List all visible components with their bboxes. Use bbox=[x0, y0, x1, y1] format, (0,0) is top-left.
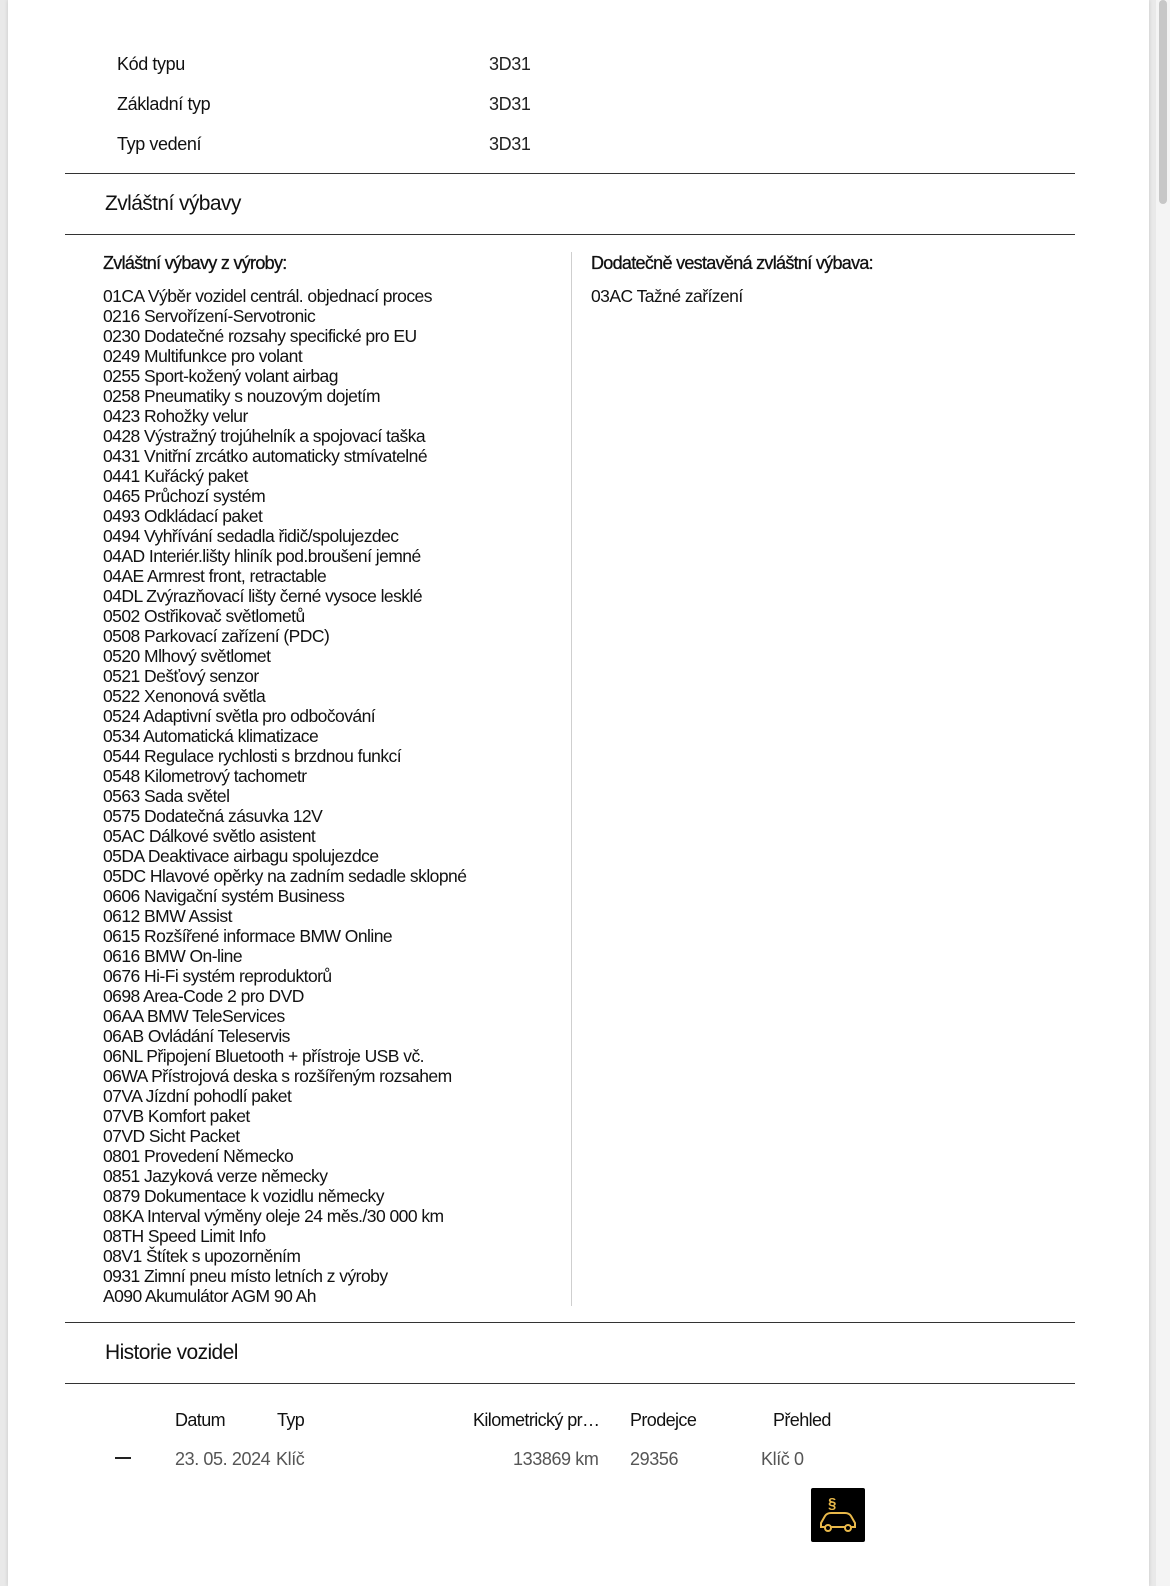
factory-option-item: 04DL Zvýrazňovací lišty černé vysoce lesklé bbox=[103, 586, 423, 606]
vehicle-info-table bbox=[117, 44, 530, 164]
factory-option-item: 0258 Pneumatiky s nouzovým dojetím bbox=[103, 386, 381, 406]
factory-option-item: 05DA Deaktivace airbagu spolujezdce bbox=[103, 846, 379, 866]
factory-option-item: A090 Akumulátor AGM 90 Ah bbox=[103, 1286, 316, 1306]
column-divider bbox=[571, 252, 572, 1306]
factory-option-item: 04AD Interiér.lišty hliník pod.broušení jemné bbox=[103, 546, 421, 566]
section-car-icon[interactable] bbox=[811, 1488, 865, 1542]
factory-option-item: 0534 Automatická klimatizace bbox=[103, 726, 319, 746]
section-car-glyph bbox=[811, 1488, 865, 1542]
factory-option-item: 0606 Navigační systém Business bbox=[103, 886, 345, 906]
factory-option-item: 08TH Speed Limit Info bbox=[103, 1226, 266, 1246]
factory-option-item: 06NL Připojení Bluetooth + přístroje USB vč. bbox=[103, 1046, 424, 1066]
retrofit-option-item: 03AC Tažné zařízení bbox=[591, 286, 743, 306]
history-col-overview[interactable]: Přehled bbox=[773, 1410, 831, 1430]
divider bbox=[65, 234, 1075, 235]
factory-option-item: 0431 Vnitřní zrcátko automaticky stmívatelné bbox=[103, 446, 428, 466]
factory-option-item: 0801 Provedení Německo bbox=[103, 1146, 294, 1166]
history-col-dealer[interactable]: Prodejce bbox=[630, 1410, 697, 1430]
history-cell-mileage: 133869 km bbox=[513, 1449, 599, 1469]
factory-option-item: 0522 Xenonová světla bbox=[103, 686, 266, 706]
factory-option-item: 0255 Sport-kožený volant airbag bbox=[103, 366, 338, 386]
factory-option-item: 0931 Zimní pneu místo letních z výroby bbox=[103, 1266, 388, 1286]
info-row-type-code bbox=[117, 44, 530, 84]
factory-option-item: 07VD Sicht Packet bbox=[103, 1126, 240, 1146]
factory-option-item: 0563 Sada světel bbox=[103, 786, 230, 806]
factory-option-item: 0676 Hi-Fi systém reproduktorů bbox=[103, 966, 332, 986]
svg-text:§: § bbox=[828, 1495, 837, 1512]
factory-option-item: 07VA Jízdní pohodlí paket bbox=[103, 1086, 292, 1106]
divider bbox=[65, 1322, 1075, 1323]
factory-option-item: 0575 Dodatečná zásuvka 12V bbox=[103, 806, 323, 826]
factory-option-item: 0441 Kuřácký paket bbox=[103, 466, 248, 486]
factory-option-item: 0508 Parkovací zařízení (PDC) bbox=[103, 626, 330, 646]
info-label: Typ vedení bbox=[117, 133, 202, 154]
factory-option-item: 04AE Armrest front, retractable bbox=[103, 566, 327, 586]
factory-option-item: 08V1 Štítek s upozorněním bbox=[103, 1246, 301, 1266]
factory-option-item: 0230 Dodatečné rozsahy specifické pro EU bbox=[103, 326, 417, 346]
factory-option-item: 0423 Rohožky velur bbox=[103, 406, 248, 426]
factory-option-item: 08KA Interval výměny oleje 24 měs./30 000 km bbox=[103, 1206, 444, 1226]
factory-option-item: 0465 Průchozí systém bbox=[103, 486, 266, 506]
history-col-type[interactable]: Typ bbox=[277, 1410, 305, 1430]
factory-option-item: 0615 Rozšířené informace BMW Online bbox=[103, 926, 393, 946]
history-cell-date: 23. 05. 2024 bbox=[175, 1449, 271, 1469]
factory-option-item: 0612 BMW Assist bbox=[103, 906, 232, 926]
info-value: 3D31 bbox=[489, 93, 531, 114]
factory-option-item: 0216 Servořízení-Servotronic bbox=[103, 306, 316, 326]
factory-option-item: 0544 Regulace rychlosti s brzdnou funkcí bbox=[103, 746, 402, 766]
factory-option-item: 06AB Ovládání Teleservis bbox=[103, 1026, 290, 1046]
minus-icon[interactable] bbox=[115, 1457, 131, 1459]
factory-option-item: 06AA BMW TeleServices bbox=[103, 1006, 285, 1026]
history-col-mileage[interactable]: Kilometrický pr… bbox=[473, 1410, 600, 1430]
options-section-title: Zvláštní výbavy bbox=[105, 192, 241, 215]
divider bbox=[65, 1383, 1075, 1384]
factory-option-item: 05AC Dálkové světlo asistent bbox=[103, 826, 316, 846]
factory-option-item: 0428 Výstražný trojúhelník a spojovací taška bbox=[103, 426, 426, 446]
factory-option-item: 07VB Komfort paket bbox=[103, 1106, 250, 1126]
info-row-model-type bbox=[117, 124, 530, 164]
factory-option-item: 01CA Výběr vozidel centrál. objednací proces bbox=[103, 286, 432, 306]
history-cell-dealer: 29356 bbox=[630, 1449, 679, 1469]
retrofit-options-heading: Dodatečně vestavěná zvláštní výbava: bbox=[591, 253, 873, 273]
info-value: 3D31 bbox=[489, 53, 531, 74]
history-col-date[interactable]: Datum bbox=[175, 1410, 226, 1430]
factory-option-item: 0524 Adaptivní světla pro odbočování bbox=[103, 706, 376, 726]
factory-option-item: 0249 Multifunkce pro volant bbox=[103, 346, 303, 366]
scrollbar-thumb[interactable] bbox=[1159, 0, 1167, 204]
factory-option-item: 0851 Jazyková verze německy bbox=[103, 1166, 328, 1186]
history-section-title: Historie vozidel bbox=[105, 1341, 238, 1364]
factory-option-item: 0493 Odkládací paket bbox=[103, 506, 263, 526]
factory-option-item: 05DC Hlavové opěrky na zadním sedadle sklopné bbox=[103, 866, 467, 886]
factory-options-list bbox=[103, 286, 466, 1306]
history-cell-type: Klíč bbox=[276, 1449, 305, 1469]
factory-option-item: 06WA Přístrojová deska s rozšířeným rozsahem bbox=[103, 1066, 452, 1086]
factory-option-item: 0521 Dešťový senzor bbox=[103, 666, 259, 686]
vertical-scrollbar[interactable] bbox=[1156, 0, 1170, 1586]
factory-option-item: 0548 Kilometrový tachometr bbox=[103, 766, 307, 786]
factory-option-item: 0502 Ostřikovač světlometů bbox=[103, 606, 305, 626]
factory-option-item: 0520 Mlhový světlomet bbox=[103, 646, 271, 666]
factory-option-item: 0698 Area-Code 2 pro DVD bbox=[103, 986, 304, 1006]
history-cell-overview: Klíč 0 bbox=[761, 1449, 804, 1469]
info-value: 3D31 bbox=[489, 133, 531, 154]
factory-option-item: 0879 Dokumentace k vozidlu německy bbox=[103, 1186, 384, 1206]
document-page bbox=[8, 0, 1149, 1586]
factory-option-item: 0616 BMW On-line bbox=[103, 946, 243, 966]
info-label: Kód typu bbox=[117, 53, 185, 74]
info-row-base-type bbox=[117, 84, 530, 124]
factory-options-heading: Zvláštní výbavy z výroby: bbox=[103, 253, 287, 273]
divider bbox=[65, 173, 1075, 174]
factory-option-item: 0494 Vyhřívání sedadla řidič/spolujezdec bbox=[103, 526, 399, 546]
info-label: Základní typ bbox=[117, 93, 211, 114]
